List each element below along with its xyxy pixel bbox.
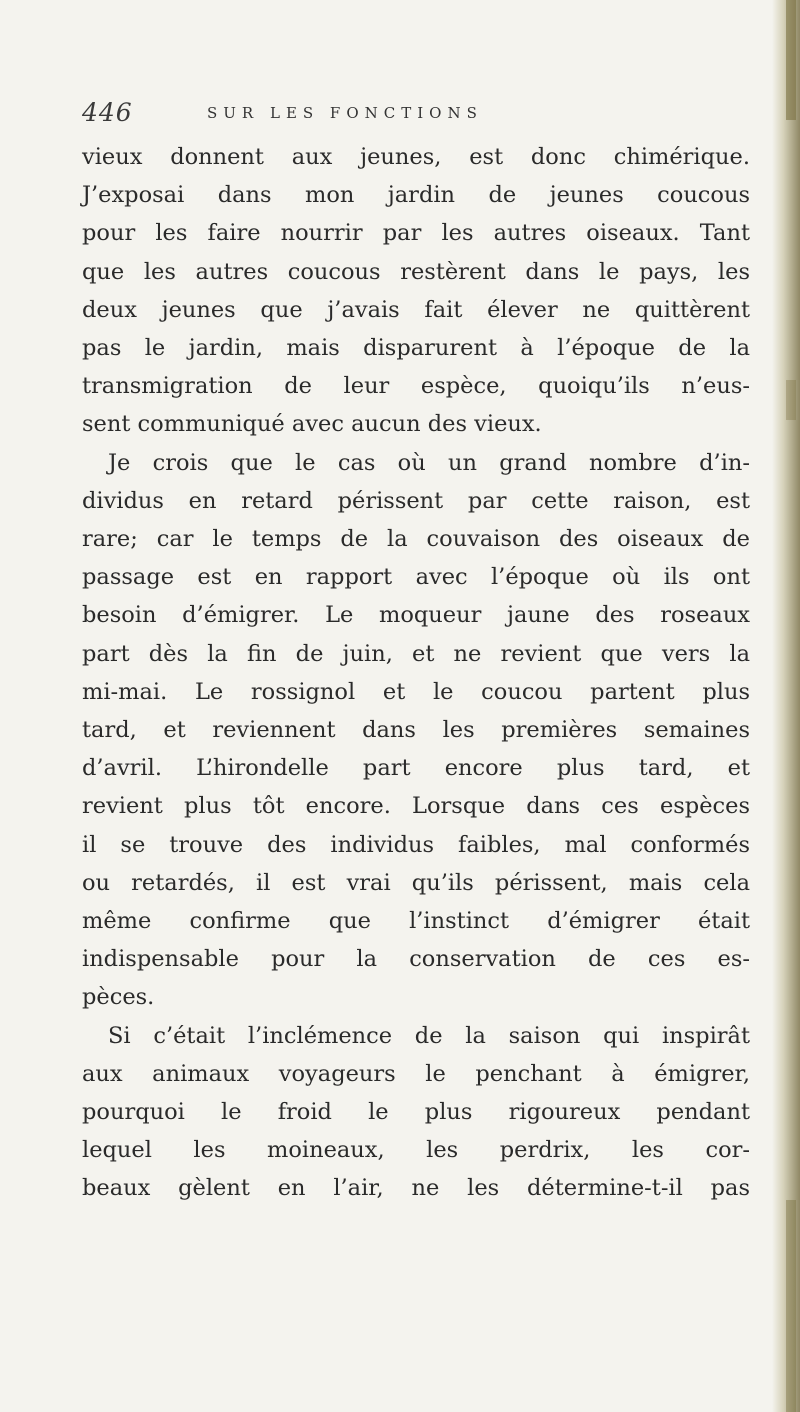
text-line: pas le jardin, mais disparurent à l’époque de la <box>82 335 750 362</box>
text-line: passage est en rapport avec l’époque où ils ont <box>82 564 750 591</box>
text-line: Si c’était l’inclémence de la saison qui inspirât <box>108 1022 750 1049</box>
book-page <box>82 98 762 1208</box>
text-line: beaux gèlent en l’air, ne les détermine-t-il pas <box>82 1175 750 1202</box>
text-line: pèces. <box>82 984 155 1011</box>
text-line: deux jeunes que j’avais fait élever ne quittèrent <box>82 296 750 323</box>
page-edge-shadow <box>772 0 800 1412</box>
text-line: part dès la fin de juin, et ne revient que vers la <box>82 640 750 667</box>
page-header <box>82 98 762 126</box>
text-line: tard, et reviennent dans les premières semaines <box>82 717 750 744</box>
text-line: vieux donnent aux jeunes, est donc chimérique. <box>82 144 750 170</box>
text-line: mi-mai. Le rossignol et le coucou partent plus <box>82 678 750 705</box>
text-line: que les autres coucous restèrent dans le pays, les <box>82 258 750 285</box>
text-line: dividus en retard périssent par cette raison, est <box>82 487 750 514</box>
text-line: rare; car le temps de la couvaison des oiseaux de <box>82 526 750 553</box>
text-line: Je crois que le cas où un grand nombre d’in- <box>108 449 750 476</box>
body-text <box>82 138 762 1208</box>
text-line: ou retardés, il est vrai qu’ils périssent, mais cela <box>82 869 750 896</box>
text-line: besoin d’émigrer. Le moqueur jaune des roseaux <box>82 602 750 629</box>
text-line: pour les faire nourrir par les autres oiseaux. Tant <box>82 220 750 247</box>
text-line: lequel les moineaux, les perdrix, les cor- <box>82 1137 750 1164</box>
text-line: pourquoi le froid le plus rigoureux pendant <box>82 1099 750 1126</box>
text-line: transmigration de leur espèce, quoiqu’ils n’eus- <box>82 373 750 400</box>
running-head: SUR LES FONCTIONS <box>207 104 483 122</box>
text-line: J’exposai dans mon jardin de jeunes coucous <box>82 182 750 209</box>
page-number: 446 <box>82 98 133 127</box>
text-line: d’avril. L’hirondelle part encore plus tard, et <box>82 755 750 782</box>
text-line: aux animaux voyageurs le penchant à émigrer, <box>82 1060 750 1087</box>
text-line: même confirme que l’instinct d’émigrer était <box>82 908 750 935</box>
text-line: il se trouve des individus faibles, mal conformés <box>82 831 750 858</box>
text-line: indispensable pour la conservation de ces es- <box>82 946 750 973</box>
text-line: revient plus tôt encore. Lorsque dans ces espèces <box>82 793 750 820</box>
text-line: sent communiqué avec aucun des vieux. <box>82 411 542 438</box>
